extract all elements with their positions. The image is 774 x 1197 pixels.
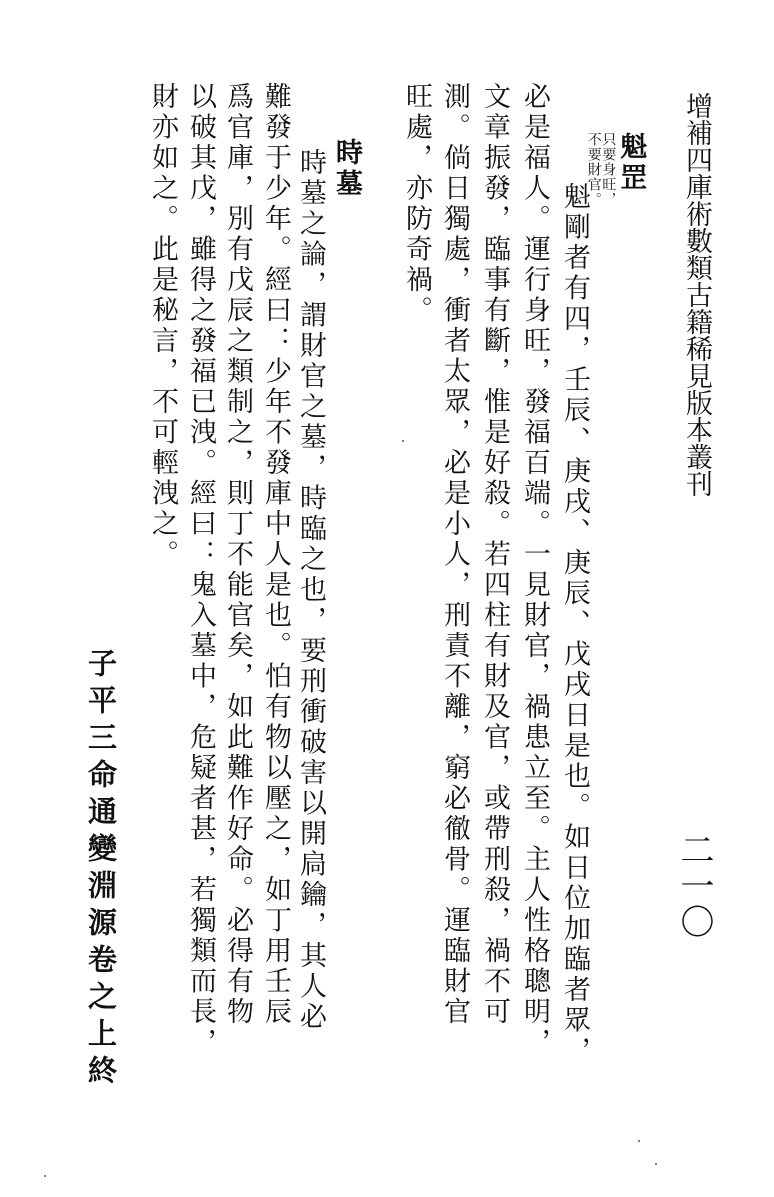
kuigang-heading-group	[585, 132, 647, 207]
shimu-line: 難發于少年。經曰：少年不發庫中人是也。怕有物以壓之，如丁用壬辰	[260, 82, 291, 1028]
kuigang-note	[586, 132, 615, 207]
series-title: 增補四庫術數類古籍稀見版本叢刊	[681, 92, 712, 497]
shimu-line: 以破其戊，雖得之發福已洩。經曰：鬼入墓中，危疑者甚，若獨類而長，	[185, 82, 216, 1058]
kuigang-note-line: 只要身旺，	[600, 132, 617, 207]
shimu-line: 財亦如之。此是秘言，不可輕洩之。	[147, 82, 178, 570]
page-number: 二一〇	[674, 832, 714, 940]
shimu-line: 時墓之論，謂財官之墓，時臨之也，要刑衝破害以開扃鑰，其人必	[295, 148, 326, 1033]
colophon: 子平三命通變淵源卷之上終	[84, 648, 118, 1092]
kuigang-line: 魁剛者有四，壬辰、庚戌、庚辰、戊戌日是也。如日位加臨者眾，	[559, 182, 590, 1067]
scan-speck	[655, 1163, 657, 1165]
shimu-heading: 時墓	[331, 138, 362, 200]
kuigang-note-line: 不要財官。	[585, 132, 602, 207]
scan-speck	[44, 1175, 46, 1177]
kuigang-line: 文章振發，臨事有斷，惟是好殺。若四柱有財及官，或帶刑殺，禍不可	[479, 82, 510, 1028]
shimu-line: 爲官庫，別有戊辰之類制之，則丁不能官矣，如此難作好命。必得有物	[222, 82, 253, 1028]
scan-speck	[402, 440, 404, 442]
kuigang-line: 必是福人。運行身旺，發福百端。一見財官，禍患立至。主人性格聰明，	[519, 82, 550, 1058]
kuigang-heading: 魁罡	[615, 132, 647, 194]
kuigang-line: 旺處，亦防奇禍。	[401, 82, 432, 326]
kuigang-line: 測。倘日獨處，衝者太眾，必是小人，刑責不離，窮必徹骨。運臨財官	[439, 82, 470, 1028]
scan-speck	[638, 1140, 640, 1142]
